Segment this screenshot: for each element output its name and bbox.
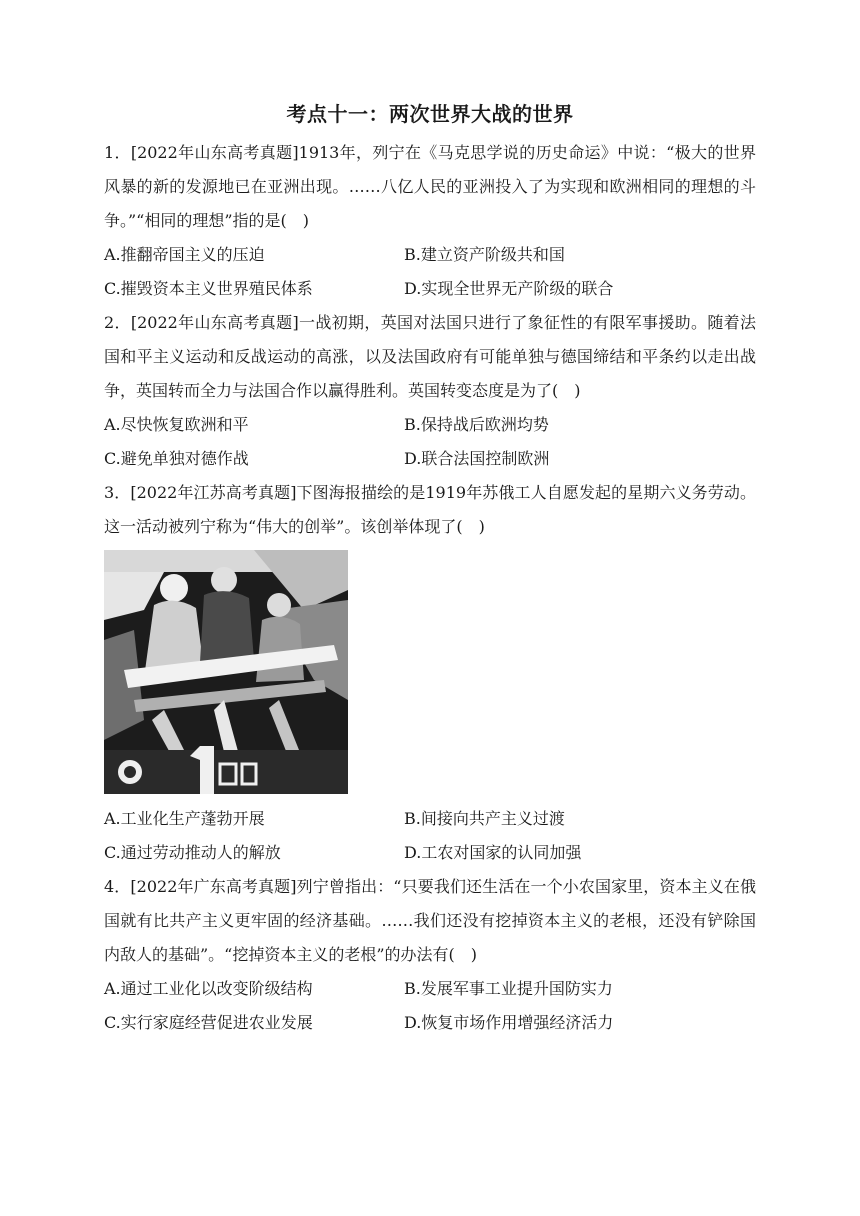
question-1	[104, 136, 756, 306]
question-1-option-a: A.推翻帝国主义的压迫	[104, 245, 265, 264]
subbotnik-poster-image	[104, 550, 348, 794]
question-3-option-c: C.通过劳动推动人的解放	[104, 843, 281, 862]
question-1-option-c: C.摧毁资本主义世界殖民体系	[104, 279, 313, 298]
question-1-option-d: D.实现全世界无产阶级的联合	[404, 279, 614, 298]
question-4-text: 4．[2022年广东高考真题]列宁曾指出：“只要我们还生活在一个小农国家里，资本主义在俄国就有比共产主义更牢固的经济基础。……我们还没有挖掉资本主义的老根，还没有铲除国内敌人的基础”。“挖掉资本主义的老根”的办法有( )	[104, 877, 756, 964]
question-1-text: 1．[2022年山东高考真题]1913年，列宁在《马克思学说的历史命运》中说：“极大的世界风暴的新的发源地已在亚洲出现。……八亿人民的亚洲投入了为实现和欧洲相同的理想的斗争。”“相同的理想”指的是( )	[104, 143, 756, 230]
question-1-option-b: B.建立资产阶级共和国	[404, 245, 565, 264]
question-4-option-c: C.实行家庭经营促进农业发展	[104, 1013, 313, 1032]
question-4-option-d: D.恢复市场作用增强经济活力	[404, 1013, 614, 1032]
question-3-options	[104, 802, 756, 870]
question-4-option-a: A.通过工业化以改变阶级结构	[104, 979, 313, 998]
document-page	[104, 100, 756, 1040]
question-2	[104, 306, 756, 476]
question-4-options	[104, 972, 756, 1040]
question-2-text: 2．[2022年山东高考真题]一战初期，英国对法国只进行了象征性的有限军事援助。随着法国和平主义运动和反战运动的高涨，以及法国政府有可能单独与德国缔结和平条约以走出战争，英国转而全力与法国合作以赢得胜利。英国转变态度是为了( )	[104, 313, 756, 400]
page-title: 考点十一：两次世界大战的世界	[286, 102, 574, 126]
question-2-option-c: C.避免单独对德作战	[104, 449, 249, 468]
question-4	[104, 870, 756, 1040]
question-3-text: 3．[2022年江苏高考真题]下图海报描绘的是1919年苏俄工人自愿发起的星期六义务劳动。这一活动被列宁称为“伟大的创举”。该创举体现了( )	[104, 483, 756, 536]
question-4-option-b: B.发展军事工业提升国防实力	[404, 979, 613, 998]
question-2-option-d: D.联合法国控制欧洲	[404, 449, 550, 468]
question-3-option-d: D.工农对国家的认同加强	[404, 843, 582, 862]
question-2-option-a: A.尽快恢复欧洲和平	[104, 415, 249, 434]
question-3	[104, 476, 756, 870]
question-3-option-b: B.间接向共产主义过渡	[404, 809, 565, 828]
question-1-options	[104, 238, 756, 306]
question-2-option-b: B.保持战后欧洲均势	[404, 415, 549, 434]
question-3-option-a: A.工业化生产蓬勃开展	[104, 809, 265, 828]
question-2-options	[104, 408, 756, 476]
